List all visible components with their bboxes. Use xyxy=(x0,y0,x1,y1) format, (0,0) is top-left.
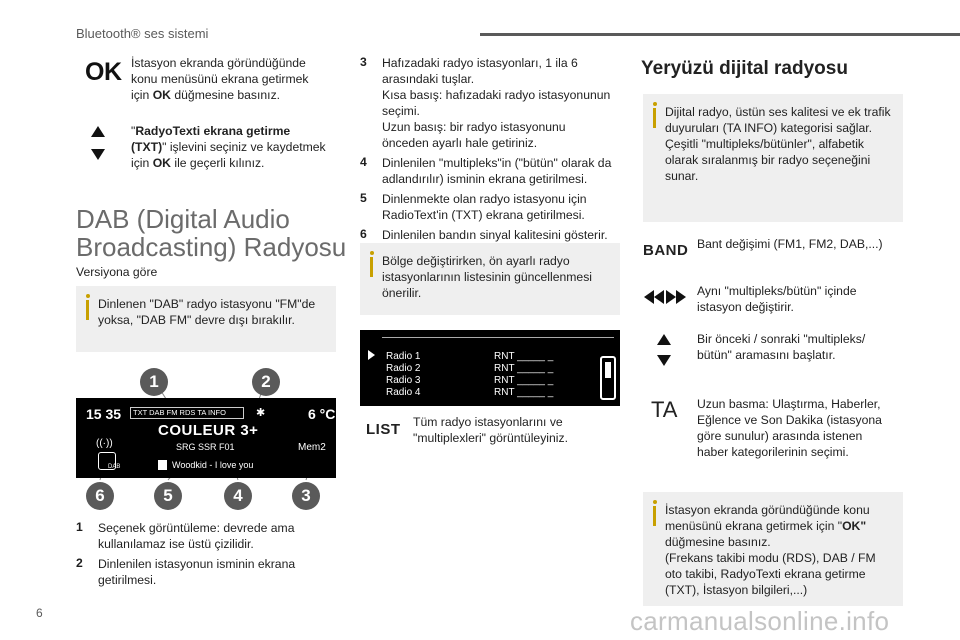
callout-6: 6 xyxy=(86,482,114,510)
arrow-up-icon xyxy=(91,126,105,137)
updown-line-1: Bir önceki / sonraki "multipleks/ xyxy=(697,332,866,346)
txt-line-2: (TXT)" işlevini seçiniz ve kaydetmek xyxy=(131,140,326,154)
band-description: Bant değişimi (FM1, FM2, DAB,...) xyxy=(697,237,883,251)
list-top-line xyxy=(382,337,614,338)
play-icon xyxy=(368,350,375,360)
dab-fm-note xyxy=(76,286,336,352)
list-button-symbol: LIST xyxy=(366,421,401,438)
radiotext-icon xyxy=(158,460,167,470)
legend-num-3: 3 xyxy=(360,55,367,69)
ta-line-2: Eğlence ve Son Dakika (istasyona xyxy=(697,413,882,427)
digital-radio-note xyxy=(643,94,903,222)
callout-5: 5 xyxy=(154,482,182,510)
watermark: carmanualsonline.info xyxy=(630,606,890,636)
ta-description xyxy=(697,396,907,460)
dab-title-line-1: DAB (Digital Audio xyxy=(76,204,290,234)
arrow-down-icon xyxy=(91,149,105,160)
list-row-2: Radio 2 xyxy=(386,363,421,374)
list-rnt-4: RNT _____ _ xyxy=(494,387,554,398)
legend-item-1 xyxy=(76,520,338,552)
scrollbar-icon xyxy=(600,356,616,400)
info-icon xyxy=(86,300,89,320)
legend-list-middle xyxy=(360,55,622,243)
ta-button-symbol: TA xyxy=(651,397,678,422)
station-info-note-text: İstasyon ekranda göründüğünde konu menüsünü ekrana getirmek için "OK" düğmesine basınız. (Frekans takibi modu (RDS), DAB / FM oto takibi, RadyoTexti ekrana getirme (TXT), İstasyon bilgileri,...) xyxy=(665,503,876,597)
txt-line-3: için OK ile geçerli kılınız. xyxy=(131,156,265,170)
clock: 15 35 xyxy=(86,406,122,422)
bluetooth-icon: ✱ xyxy=(256,407,266,419)
temperature: 6 °C xyxy=(308,406,336,422)
ok-description xyxy=(131,55,341,103)
callout-2: 2 xyxy=(252,368,280,396)
seek-forward-icon xyxy=(666,290,686,309)
legend-num-1: 1 xyxy=(76,520,83,534)
legend-text-1: Seçenek görüntüleme: devrede ama kullanılamaz ise üstü çizilidir. xyxy=(98,521,295,551)
list-rnt-2: RNT _____ _ xyxy=(494,363,554,374)
txt-line-1: "RadyoTexti ekrana getirme xyxy=(131,124,291,138)
station-list-screen xyxy=(360,330,620,406)
dab-label: DAB xyxy=(108,464,121,470)
ta-line-3: göre sunulur) arasında istenen xyxy=(697,429,863,443)
info-icon xyxy=(653,108,656,128)
list-row-1: Radio 1 xyxy=(386,351,421,362)
legend-item-3 xyxy=(360,55,622,151)
digital-radio-note-text: Dijital radyo, üstün ses kalitesi ve ek trafik duyuruları (TA INFO) kategorisi sağlar. Çeşitli "multipleks/bütünler", alfabetik olarak sıralanmış bir radyo seçeneğini sunar. xyxy=(665,105,891,183)
legend-num-2: 2 xyxy=(76,556,83,570)
dab-title-line-2: Broadcasting) Radyosu xyxy=(76,232,347,262)
antenna-icon: ((·)) xyxy=(96,438,113,449)
region-change-note-text: Bölge değiştirirken, ön ayarlı radyo istasyonlarının listesinin güncellenmesi önerilir. xyxy=(382,254,593,300)
legend-list-left xyxy=(76,520,338,588)
callout-3: 3 xyxy=(292,482,320,510)
header-rule xyxy=(480,33,960,36)
page-number: 6 xyxy=(36,606,43,620)
list-rnt-3: RNT _____ _ xyxy=(494,375,554,386)
list-rnt-1: RNT _____ _ xyxy=(494,351,554,362)
updown-description xyxy=(697,331,907,363)
ok-line-2: konu menüsünü ekrana getirmek xyxy=(131,72,309,86)
legend-item-4 xyxy=(360,155,622,187)
running-header: Bluetooth® ses sistemi xyxy=(76,26,209,41)
info-icon xyxy=(370,257,373,277)
legend-num-4: 4 xyxy=(360,155,367,169)
updown-line-2: bütün" aramasını başlatır. xyxy=(697,348,836,362)
station-name: COULEUR 3+ xyxy=(158,422,259,439)
list-line-1: Tüm radyo istasyonlarını ve xyxy=(413,415,563,429)
seek-back-icon xyxy=(644,290,664,309)
radiotext: Woodkid - I love you xyxy=(172,460,254,470)
multiplex-name: SRG SSR F01 xyxy=(176,442,235,452)
band-button-symbol: BAND xyxy=(643,242,689,259)
legend-text-2: Dinlenilen istasyonun isminin ekrana getirilmesi. xyxy=(98,557,296,587)
seek-line-1: Aynı "multipleks/bütün" içinde xyxy=(697,284,857,298)
seek-description xyxy=(697,283,907,315)
legend-num-5: 5 xyxy=(360,191,367,205)
legend-text-5: Dinlenmekte olan radyo istasyonu için RadioText'in (TXT) ekrana getirilmesi. xyxy=(382,192,587,222)
region-change-note xyxy=(360,243,620,315)
txt-description xyxy=(131,123,341,171)
list-row-4: Radio 4 xyxy=(386,387,421,398)
callout-1: 1 xyxy=(140,368,168,396)
seek-line-2: istasyon değiştirir. xyxy=(697,300,794,314)
legend-text-4: Dinlenilen "multipleks"in ("bütün" olarak da adlandırılır) isminin ekrana getirilmesi. xyxy=(382,156,612,186)
station-info-note xyxy=(643,492,903,606)
callout-4: 4 xyxy=(224,482,252,510)
multiplex-down-icon xyxy=(657,355,671,366)
legend-text-3: Hafızadaki radyo istasyonları, 1 ila 6 arasındaki tuşlar. Kısa basış: hafızadaki radyo istasyonunun seçimi. Uzun basış: bir radyo istasyonunu önceden ayarlı hale getiriniz. xyxy=(382,56,611,150)
dab-display-screen xyxy=(76,398,336,478)
memory-indicator: Mem2 xyxy=(298,442,326,453)
dab-section-title xyxy=(76,205,346,261)
ok-line-1: İstasyon ekranda göründüğünde xyxy=(131,56,306,70)
legend-item-6 xyxy=(360,227,622,243)
multiplex-up-icon xyxy=(657,334,671,345)
list-row-3: Radio 3 xyxy=(386,375,421,386)
dab-fm-note-text: Dinlenen "DAB" radyo istasyonu "FM"de yoksa, "DAB FM" devre dışı bırakılır. xyxy=(98,297,316,327)
legend-text-6: Dinlenilen bandın sinyal kalitesini gösterir. xyxy=(382,228,608,242)
ok-line-3: için OK düğmesine basınız. xyxy=(131,88,281,102)
info-icon xyxy=(653,506,656,526)
legend-item-5 xyxy=(360,191,622,223)
digital-radio-title: Yeryüzü dijital radyosu xyxy=(641,58,848,79)
version-note: Versiyona göre xyxy=(76,265,158,279)
list-line-2: "multiplexleri" görüntüleyiniz. xyxy=(413,431,568,445)
legend-item-2 xyxy=(76,556,338,588)
legend-num-6: 6 xyxy=(360,227,367,241)
ta-line-4: haber kategorilerinin seçimi. xyxy=(697,445,849,459)
ok-button-symbol: OK xyxy=(85,58,122,86)
ta-line-1: Uzun basma: Ulaştırma, Haberler, xyxy=(697,397,881,411)
status-bar: TXT DAB FM RDS TA INFO xyxy=(130,407,244,419)
list-description xyxy=(413,414,623,446)
